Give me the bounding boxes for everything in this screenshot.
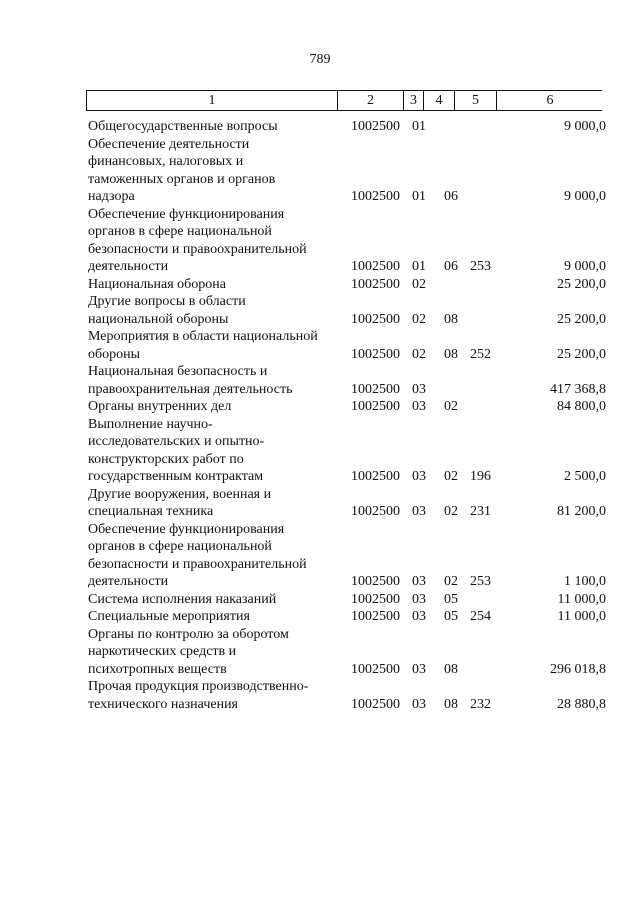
row-amount: 9 000,0 — [564, 189, 606, 204]
row-subsection: 02 — [444, 469, 458, 484]
table-header — [86, 90, 602, 111]
table-row — [0, 118, 640, 136]
row-name: Обеспечение деятельности финансовых, налоговых и таможенных органов и органов надзора — [88, 136, 276, 204]
row-type: 231 — [470, 504, 491, 519]
row-code: 1002500 — [351, 399, 400, 414]
row-amount: 2 500,0 — [564, 469, 606, 484]
table-row — [0, 398, 640, 416]
page-number: 789 — [309, 52, 331, 67]
row-name: Специальные мероприятия — [88, 609, 250, 624]
row-amount: 11 000,0 — [557, 609, 606, 624]
row-name: Выполнение научно- исследовательских и опытно- конструкторских работ по государственным контрактам — [88, 416, 265, 484]
table-body — [0, 118, 640, 713]
table-row — [0, 276, 640, 294]
row-section: 01 — [412, 119, 426, 134]
row-subsection: 08 — [444, 346, 458, 362]
header-col-6: 6 — [546, 93, 554, 108]
row-subsection: 06 — [444, 259, 458, 274]
row-section: 02 — [412, 346, 426, 362]
row-subsection: 05 — [444, 591, 458, 607]
row-section: 03 — [412, 504, 426, 519]
row-amount: 25 200,0 — [557, 311, 606, 327]
table-row — [0, 608, 640, 626]
row-amount: 11 000,0 — [557, 591, 606, 607]
row-name: Прочая продукция производственно- технического назначения — [88, 679, 309, 712]
row-code: 1002500 — [351, 591, 400, 607]
row-section: 01 — [412, 259, 426, 274]
table-row — [0, 328, 640, 363]
row-section: 02 — [412, 276, 426, 292]
header-col-4: 4 — [424, 91, 455, 110]
table-row — [0, 486, 640, 521]
row-subsection: 08 — [444, 311, 458, 327]
row-code: 1002500 — [351, 661, 400, 677]
row-name: Обеспечение функционирования органов в сфере национальной безопасности и правоохранительной деятельности — [88, 206, 307, 274]
row-code: 1002500 — [351, 276, 400, 292]
table-row — [0, 521, 640, 591]
row-subsection: 05 — [444, 609, 458, 624]
row-subsection: 02 — [444, 399, 458, 414]
row-code: 1002500 — [351, 504, 400, 519]
row-amount: 25 200,0 — [557, 346, 606, 362]
row-code: 1002500 — [351, 189, 400, 204]
row-type: 253 — [470, 574, 491, 589]
row-type: 232 — [470, 696, 491, 712]
row-name: Органы внутренних дел — [88, 399, 232, 414]
row-name: Обеспечение функционирования органов в сфере национальной безопасности и правоохранительной деятельности — [88, 521, 307, 589]
header-col-2: 2 — [338, 91, 404, 110]
row-section: 03 — [412, 381, 426, 397]
row-name: Другие вооружения, военная и специальная техника — [88, 486, 272, 519]
row-amount: 81 200,0 — [557, 504, 606, 519]
header-col-5: 5 — [455, 91, 497, 110]
row-amount: 417 368,8 — [550, 381, 606, 397]
row-section: 02 — [412, 311, 426, 327]
table-row — [0, 591, 640, 609]
row-type: 196 — [470, 469, 491, 484]
row-section: 03 — [412, 661, 426, 677]
table-row — [0, 363, 640, 398]
row-subsection: 08 — [444, 661, 458, 677]
row-type: 253 — [470, 259, 491, 274]
row-section: 03 — [412, 696, 426, 712]
row-code: 1002500 — [351, 696, 400, 712]
row-type: 254 — [470, 609, 491, 624]
row-code: 1002500 — [351, 381, 400, 397]
row-code: 1002500 — [351, 574, 400, 589]
row-amount: 296 018,8 — [550, 661, 606, 677]
table-row — [0, 626, 640, 679]
row-section: 03 — [412, 574, 426, 589]
row-code: 1002500 — [351, 311, 400, 327]
table-row — [0, 678, 640, 713]
row-name: Система исполнения наказаний — [88, 591, 277, 607]
row-name: Другие вопросы в области национальной обороны — [88, 294, 246, 327]
row-code: 1002500 — [351, 346, 400, 362]
row-code: 1002500 — [351, 469, 400, 484]
row-code: 1002500 — [351, 259, 400, 274]
row-section: 01 — [412, 189, 426, 204]
row-subsection: 08 — [444, 696, 458, 712]
row-name: Национальная оборона — [88, 276, 226, 292]
row-name: Общегосударственные вопросы — [88, 119, 278, 134]
row-section: 03 — [412, 399, 426, 414]
row-amount: 25 200,0 — [557, 276, 606, 292]
row-name: Национальная безопасность и правоохранительная деятельность — [88, 364, 293, 397]
table-row — [0, 293, 640, 328]
row-section: 03 — [412, 609, 426, 624]
row-subsection: 02 — [444, 504, 458, 519]
table-row — [0, 206, 640, 276]
row-section: 03 — [412, 469, 426, 484]
row-amount: 28 880,8 — [557, 696, 606, 712]
table-row — [0, 136, 640, 206]
row-amount: 9 000,0 — [564, 259, 606, 274]
row-amount: 84 800,0 — [557, 399, 606, 414]
row-subsection: 02 — [444, 574, 458, 589]
row-code: 1002500 — [351, 119, 400, 134]
row-section: 03 — [412, 591, 426, 607]
row-code: 1002500 — [351, 609, 400, 624]
row-subsection: 06 — [444, 189, 458, 204]
row-amount: 9 000,0 — [564, 119, 606, 134]
header-col-3: 3 — [404, 91, 424, 110]
header-col-1: 1 — [87, 91, 338, 110]
table-row — [0, 416, 640, 486]
row-name: Органы по контролю за оборотом наркотических средств и психотропных веществ — [88, 626, 289, 677]
row-amount: 1 100,0 — [564, 574, 606, 589]
row-type: 252 — [470, 346, 491, 362]
row-name: Мероприятия в области национальной обороны — [88, 329, 318, 362]
